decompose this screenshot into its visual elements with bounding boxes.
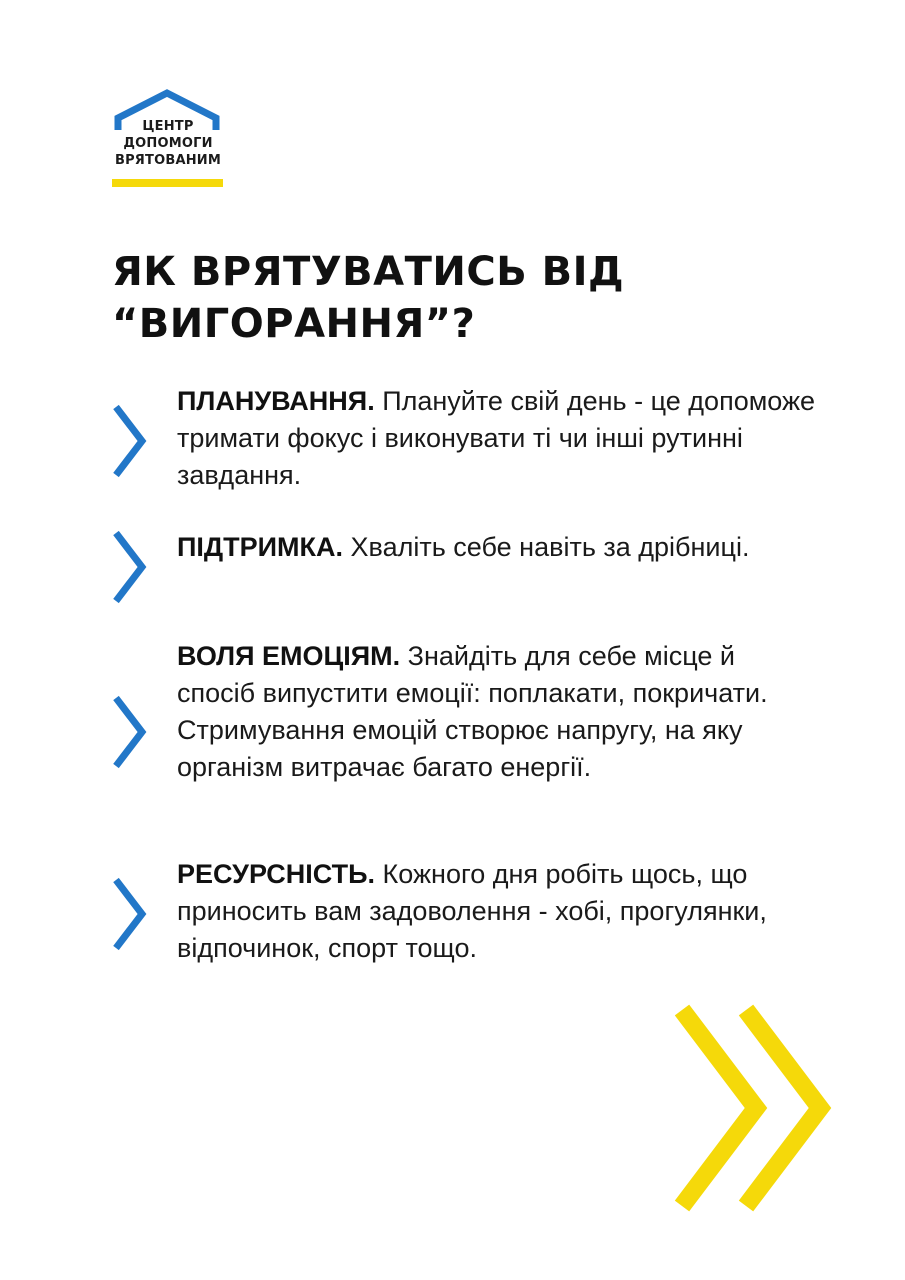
logo-line-2: ДОПОМОГИ [123, 136, 213, 151]
tip-heading: РЕСУРСНІСТЬ. [177, 859, 376, 889]
page-title [112, 246, 624, 350]
tip-text [177, 638, 817, 786]
logo [112, 88, 224, 188]
chevron-right-icon [110, 694, 150, 770]
tip-heading: ПІДТРИМКА. [177, 532, 344, 562]
tip-body: Хваліть себе навіть за дрібниці. [343, 532, 750, 562]
page-title-line-2: “ВИГОРАННЯ”? [112, 301, 476, 347]
tip-text [177, 856, 817, 967]
tip-text [177, 529, 817, 566]
logo-line-3: ВРЯТОВАНИМ [114, 153, 222, 168]
chevron-right-icon [110, 876, 150, 952]
tip-text [177, 383, 817, 494]
tip-body: Плануйте свій день - це допоможе тримати фокус і виконувати ті чи інші рутинні завдання. [177, 386, 816, 490]
logo-line-1: ЦЕНТР [142, 119, 194, 134]
tip-heading: ВОЛЯ ЕМОЦІЯМ. [177, 641, 401, 671]
double-chevron-icon [660, 1004, 860, 1214]
logo-yellow-bar [112, 179, 223, 187]
chevron-right-icon [110, 529, 150, 605]
tip-body: Знайдіть для себе місце й спосіб випустити емоції: поплакати, покричати. Стримування емоцій створює напругу, на яку організм витрачає багато енергії. [177, 641, 768, 782]
tip-heading: ПЛАНУВАННЯ. [177, 386, 375, 416]
tip-body: Кожного дня робіть щось, що приносить вам задоволення - хобі, прогулянки, відпочинок, спорт тощо. [177, 859, 767, 963]
page-title-line-1: ЯК ВРЯТУВАТИСЬ ВІД [112, 249, 625, 295]
logo-text [112, 118, 224, 169]
chevron-right-icon [110, 403, 150, 479]
